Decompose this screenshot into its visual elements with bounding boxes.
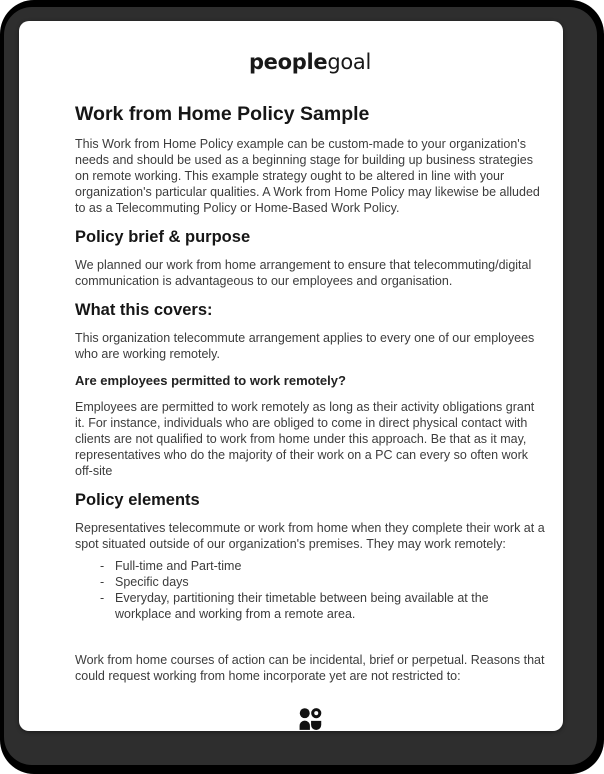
subheading-remote-permission: Are employees permitted to work remotely? (75, 373, 346, 388)
reasons-paragraph: Work from home courses of action can be incidental, brief or perpetual. Reasons that could request working from home incorporate yet are not restricted to: (75, 653, 545, 683)
section-heading-policy-brief: Policy brief & purpose (75, 228, 251, 246)
list-item: - Specific days (75, 574, 545, 590)
section-body-policy-brief: We planned our work from home arrangement to ensure that telecommuting/digital communication is advantageous to our employees and organisation. (75, 258, 532, 288)
section-heading-policy-elements: Policy elements (75, 491, 200, 509)
logo-text-bold: people (248, 50, 328, 74)
footer-logo-row (75, 708, 545, 731)
document-title: Work from Home Policy Sample (75, 103, 370, 125)
document-page (19, 21, 563, 731)
intro-paragraph: This Work from Home Policy example can be custom-made to your organization's needs and should be used as a beginning stage for building up business strategies on remote working. This example strategy ought to be altered in line with your organization's particular qualities. A Work from Home Policy may likewise be alluded to as a Telecommuting Policy or Home-Based Work Policy. (75, 137, 540, 215)
section-body-remote-permission: Employees are permitted to work remotely as long as their activity obligations grant it. For instance, individuals who are obliged to come in direct physical contact with clients are not qualified to work from home under this approach. Be that as it may, representatives who do the majority of their work on a PC can every so often work off-site (75, 400, 535, 478)
list-item: - Everyday, partitioning their timetable between being available at the workplace and working from a remote area. (75, 590, 545, 622)
section-body-policy-elements: Representatives telecommute or work from home when they complete their work at a spot situated outside of our organization's premises. They may work remotely: (75, 521, 545, 551)
section-body-coverage: This organization telecommute arrangement applies to every one of our employees who are working remotely. (75, 331, 535, 361)
logo-text-light: goal (327, 50, 372, 74)
list-item: - Full-time and Part-time (75, 558, 545, 574)
peoplegoal-logo (75, 50, 545, 74)
document-content (75, 50, 545, 731)
peoplegoal-mark-icon (299, 708, 322, 731)
section-heading-coverage: What this covers: (75, 301, 213, 319)
remote-work-options-list (75, 558, 545, 622)
